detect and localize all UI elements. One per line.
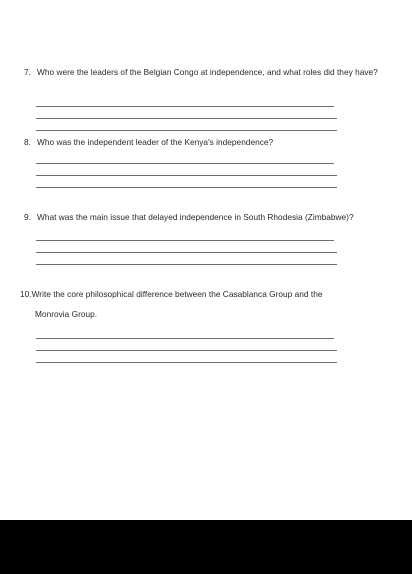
question-10-text-line-1: 10.Write the core philosophical difference between the Casablanca Group and the: [20, 289, 323, 299]
question-10-continuation: [35, 308, 235, 321]
question-8-text: Who was the independent leader of the Kenya's independence?: [37, 137, 274, 147]
answer-line-10-2[interactable]: [36, 350, 337, 351]
answer-line-10-3[interactable]: [36, 362, 337, 363]
question-10-text-line-2: Monrovia Group.: [35, 309, 98, 319]
answer-line-7-2[interactable]: [36, 118, 337, 119]
question-9-number: 9.: [24, 212, 31, 222]
question-7-number: 7.: [24, 67, 31, 77]
question-7-text: Who were the leaders of the Belgian Congo at independence, and what roles did they have?: [37, 67, 378, 77]
answer-line-10-1[interactable]: [36, 338, 334, 339]
question-10: [20, 288, 400, 301]
question-7: [24, 66, 384, 79]
question-9-text: What was the main issue that delayed independence in South Rhodesia (Zimbabwe)?: [37, 212, 354, 222]
answer-line-8-3[interactable]: [36, 187, 337, 188]
question-9: [24, 211, 394, 224]
question-8: [24, 136, 384, 149]
answer-line-9-1[interactable]: [36, 240, 334, 241]
answer-line-9-3[interactable]: [36, 264, 337, 265]
black-bottom-band: [0, 520, 412, 574]
answer-line-7-1[interactable]: [36, 106, 334, 107]
answer-line-7-3[interactable]: [36, 130, 337, 131]
question-8-number: 8.: [24, 137, 31, 147]
answer-line-8-2[interactable]: [36, 175, 337, 176]
answer-line-9-2[interactable]: [36, 252, 337, 253]
answer-line-8-1[interactable]: [36, 163, 334, 164]
